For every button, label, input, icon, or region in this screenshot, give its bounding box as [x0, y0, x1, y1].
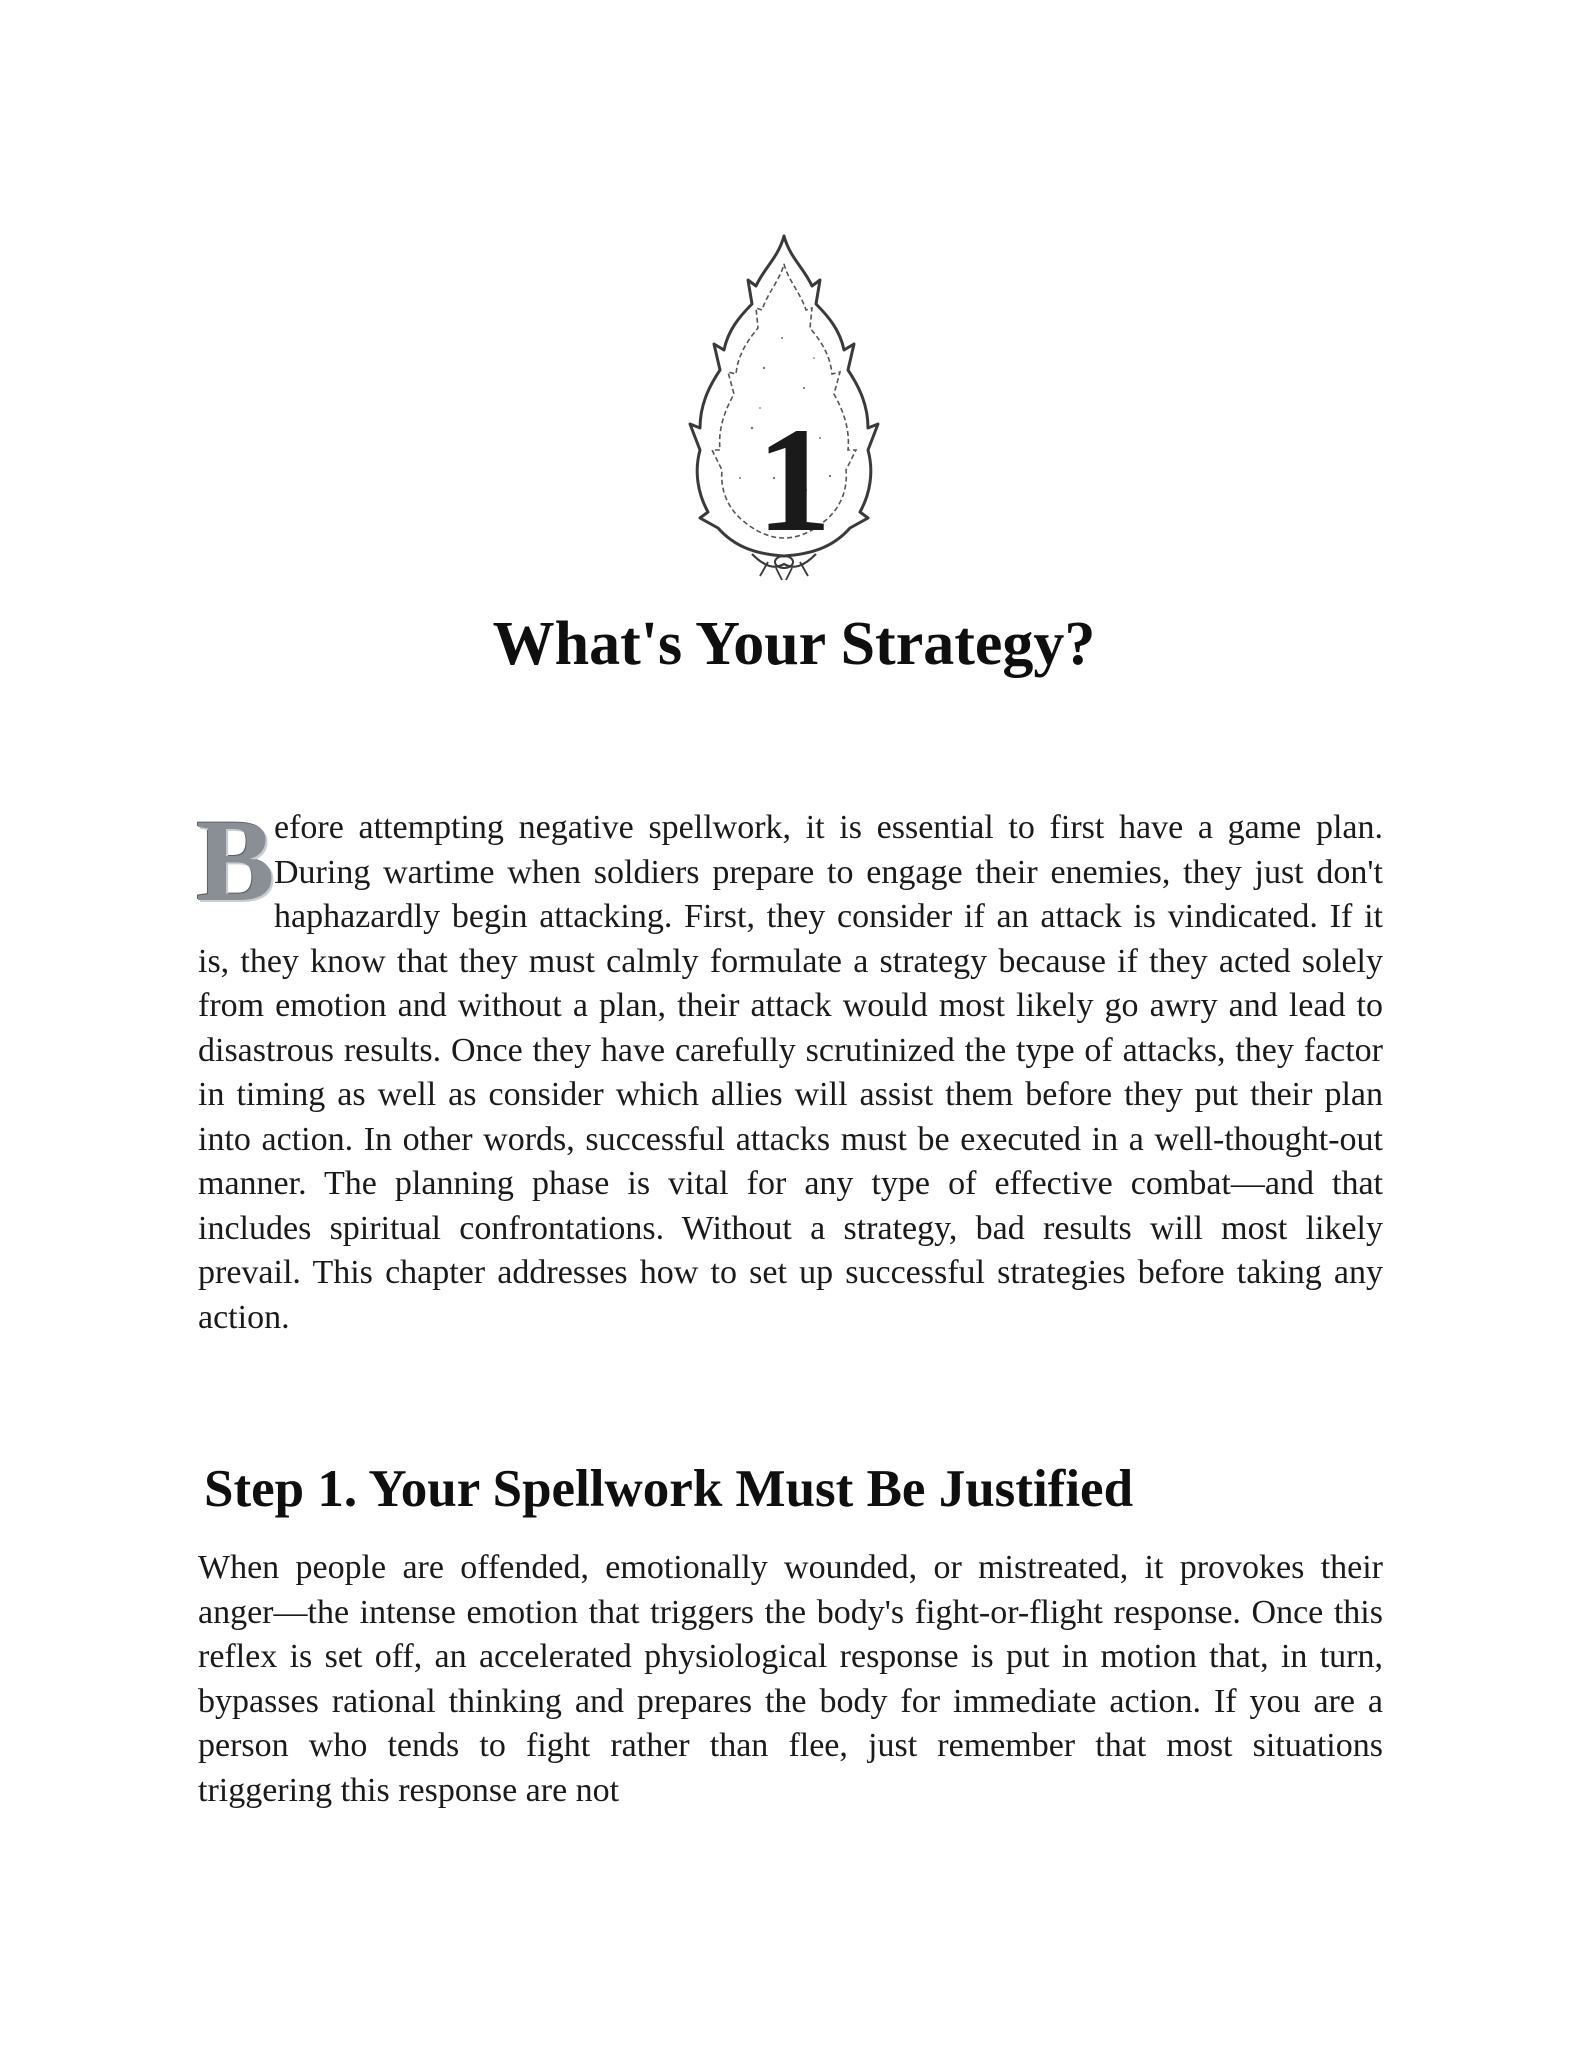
section-heading: Step 1. Your Spellwork Must Be Justified — [204, 1460, 1134, 1518]
intro-paragraph — [196, 795, 1383, 1340]
drop-cap-letter: B — [196, 795, 275, 926]
chapter-number: 1 — [756, 397, 832, 563]
section-text: When people are offended, emotionally wounded, or mistreated, it provokes their anger—the intense emotion that triggers the body's fight-or-flight response. Once this reflex is set off, an accelerated physiological response is put in motion that, in turn, bypasses rational thinking and prepares the body for immediate action. If you are a person who tends to fight rather than flee, just remember that most situations triggering this response are not — [198, 1549, 1383, 1809]
chapter-title: What's Your Strategy? — [492, 610, 1096, 678]
drop-cap — [196, 795, 275, 926]
section-paragraph — [198, 1546, 1383, 1813]
flame-ornament — [664, 228, 904, 588]
intro-text: efore attempting negative spellwork, it is essential to first have a game plan. During wartime when soldiers prepare to engage their enemies, they just don't haphazardly begin attacking. First, they consider if an attack is vindicated. If it is, they know that they must calmly formulate a strategy because if they acted solely from emotion and without a plan, their attack would most likely go awry and lead to disastrous results. Once they have carefully scrutinized the type of attacks, they factor in timing as well as consider which allies will assist them before they put their plan into action. In other words, successful attacks must be executed in a well-thought-out manner. The planning phase is vital for any type of effective combat—and that includes spiritual confrontations. Without a strategy, bad results will most likely prevail. This chapter addresses how to set up successful strategies before taking any action. — [198, 809, 1383, 1336]
